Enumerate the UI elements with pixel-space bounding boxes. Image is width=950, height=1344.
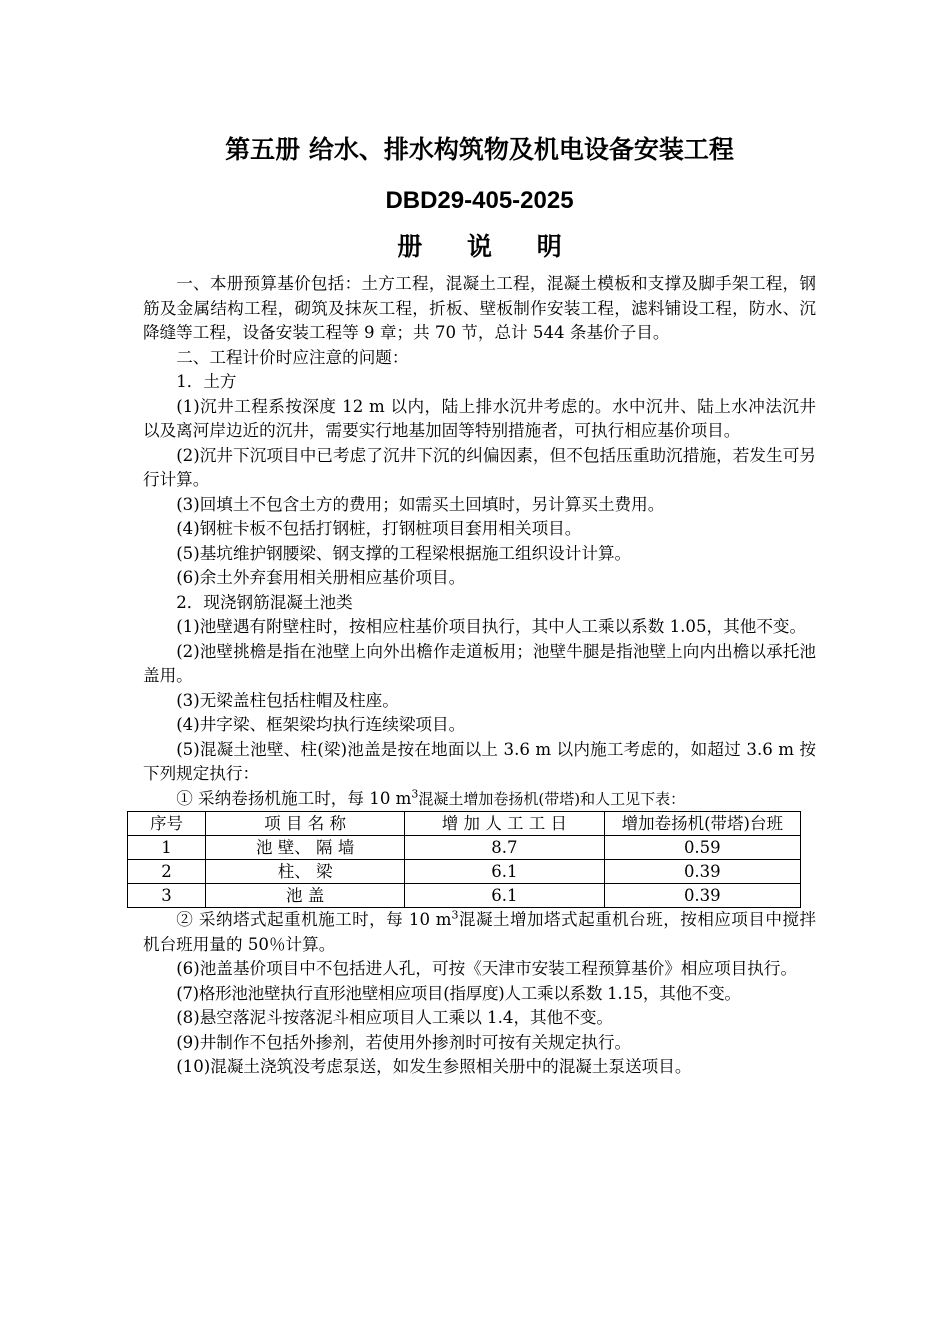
crane-paragraph [143, 908, 816, 957]
cell-labor-days: 8.7 [405, 836, 605, 860]
table-intro-prefix: ① 采纳卷扬机施工时，每 10 m [176, 788, 412, 808]
cell-hoist-shifts: 0.39 [604, 884, 800, 908]
earthwork-item-1: (1)沉井工程系按深度 12 m 以内，陆上排水沉井考虑的。水中沉井、陆上水冲法沉井以及离河岸边近的沉井，需要实行地基加固等特别措施者，可执行相应基价项目。 [143, 396, 816, 440]
header-item-name: 项 目 名 称 [206, 812, 405, 836]
earthwork-item-6: (6)余土外弃套用相关册相应基价项目。 [176, 568, 466, 587]
concrete-item-7: (7)格形池池壁执行直形池壁相应项目(指厚度)人工乘以系数 1.15，其他不变。 [176, 983, 741, 1003]
paragraph-notes-heading: 二、工程计价时应注意的问题： [176, 347, 409, 367]
cell-hoist-shifts: 0.39 [604, 860, 800, 884]
cell-no: 1 [128, 836, 206, 860]
table-row [128, 884, 801, 908]
earthwork-item-4: (4)钢桩卡板不包括打钢桩，打钢桩项目套用相关项目。 [176, 519, 582, 538]
subsection-earthwork: 1．土方 [176, 372, 237, 391]
header-hoist-shifts: 增加卷扬机(带塔)台班 [604, 812, 800, 836]
header-labor-days: 增 加 人 工 工 日 [405, 812, 605, 836]
document-body [143, 272, 816, 1080]
crane-prefix: ② 采纳塔式起重机施工时，每 10 m [176, 910, 452, 929]
cell-labor-days: 6.1 [405, 860, 605, 884]
cell-no: 3 [128, 884, 206, 908]
concrete-item-5: (5)混凝土池壁、柱(梁)池盖是按在地面以上 3.6 m 以内施工考虑的，如超过 3.6 m 按下列规定执行： [143, 739, 816, 783]
earthwork-item-2: (2)沉井下沉项目中已考虑了沉井下沉的纠偏因素，但不包括压重助沉措施，若发生可另行计算。 [143, 445, 816, 489]
cell-no: 2 [128, 860, 206, 884]
cell-item-name: 池 盖 [206, 884, 405, 908]
subsection-concrete-pools: 2．现浇钢筋混凝土池类 [176, 592, 353, 612]
concrete-item-2: (2)池壁挑檐是指在池壁上向外出檐作走道板用；池壁牛腿是指池壁上向内出檐以承托池盖用。 [143, 641, 816, 685]
cell-hoist-shifts: 0.59 [604, 836, 800, 860]
earthwork-item-5: (5)基坑维护钢腰梁、钢支撑的工程梁根据施工组织设计计算。 [176, 543, 632, 563]
table-intro-sup: 3 [411, 786, 419, 800]
table-row [128, 860, 801, 884]
cell-item-name: 柱、 梁 [206, 860, 405, 884]
header-no: 序号 [128, 812, 206, 836]
concrete-item-9: (9)井制作不包括外掺剂，若使用外掺剂时可按有关规定执行。 [176, 1032, 632, 1052]
concrete-item-4: (4)井字梁、框架梁均执行连续梁项目。 [176, 715, 466, 734]
concrete-item-1: (1)池壁遇有附壁柱时，按相应柱基价项目执行，其中人工乘以系数 1.05，其他不变。 [176, 617, 807, 636]
table-row [128, 836, 801, 860]
concrete-item-10: (10)混凝土浇筑没考虑泵送，如发生参照相关册中的混凝土泵送项目。 [176, 1057, 692, 1076]
crane-suffix: 混凝土增加塔式起重机台班，按相应项目中搅拌机台班用量的 50％计算。 [143, 910, 816, 954]
cell-item-name: 池 壁、 隔 墙 [206, 836, 405, 860]
table-intro-suffix: 混凝土增加卷扬机(带塔)和人工见下表： [418, 789, 686, 808]
earthwork-item-3: (3)回填土不包含土方的费用；如需买土回填时，另计算买土费用。 [176, 494, 665, 514]
cell-labor-days: 6.1 [405, 884, 605, 908]
concrete-item-3: (3)无梁盖柱包括柱帽及柱座。 [176, 690, 399, 710]
paragraph-scope: 一、本册预算基价包括：土方工程，混凝土工程，混凝土模板和支撑及脚手架工程，钢筋及金属结构工程，砌筑及抹灰工程，折板、壁板制作安装工程，滤料铺设工程，防水、沉降缝等工程，设备安装工程等 9 章；共 70 节，总计 544 条基价子目。 [143, 274, 816, 342]
hoist-increase-table [127, 811, 801, 908]
volume-title: 第五册 给水、排水构筑物及机电设备安装工程 [225, 135, 734, 164]
concrete-item-6: (6)池盖基价项目中不包括进人孔，可按《天津市安装工程预算基价》相应项目执行。 [176, 959, 798, 978]
section-heading: 册 说 明 [397, 232, 580, 261]
concrete-item-8: (8)悬空落泥斗按落泥斗相应项目人工乘以 1.4，其他不变。 [176, 1008, 614, 1027]
table-intro [143, 787, 816, 812]
crane-sup: 3 [451, 908, 459, 922]
table-header-row [128, 812, 801, 836]
standard-code: DBD29-405-2025 [385, 187, 574, 214]
